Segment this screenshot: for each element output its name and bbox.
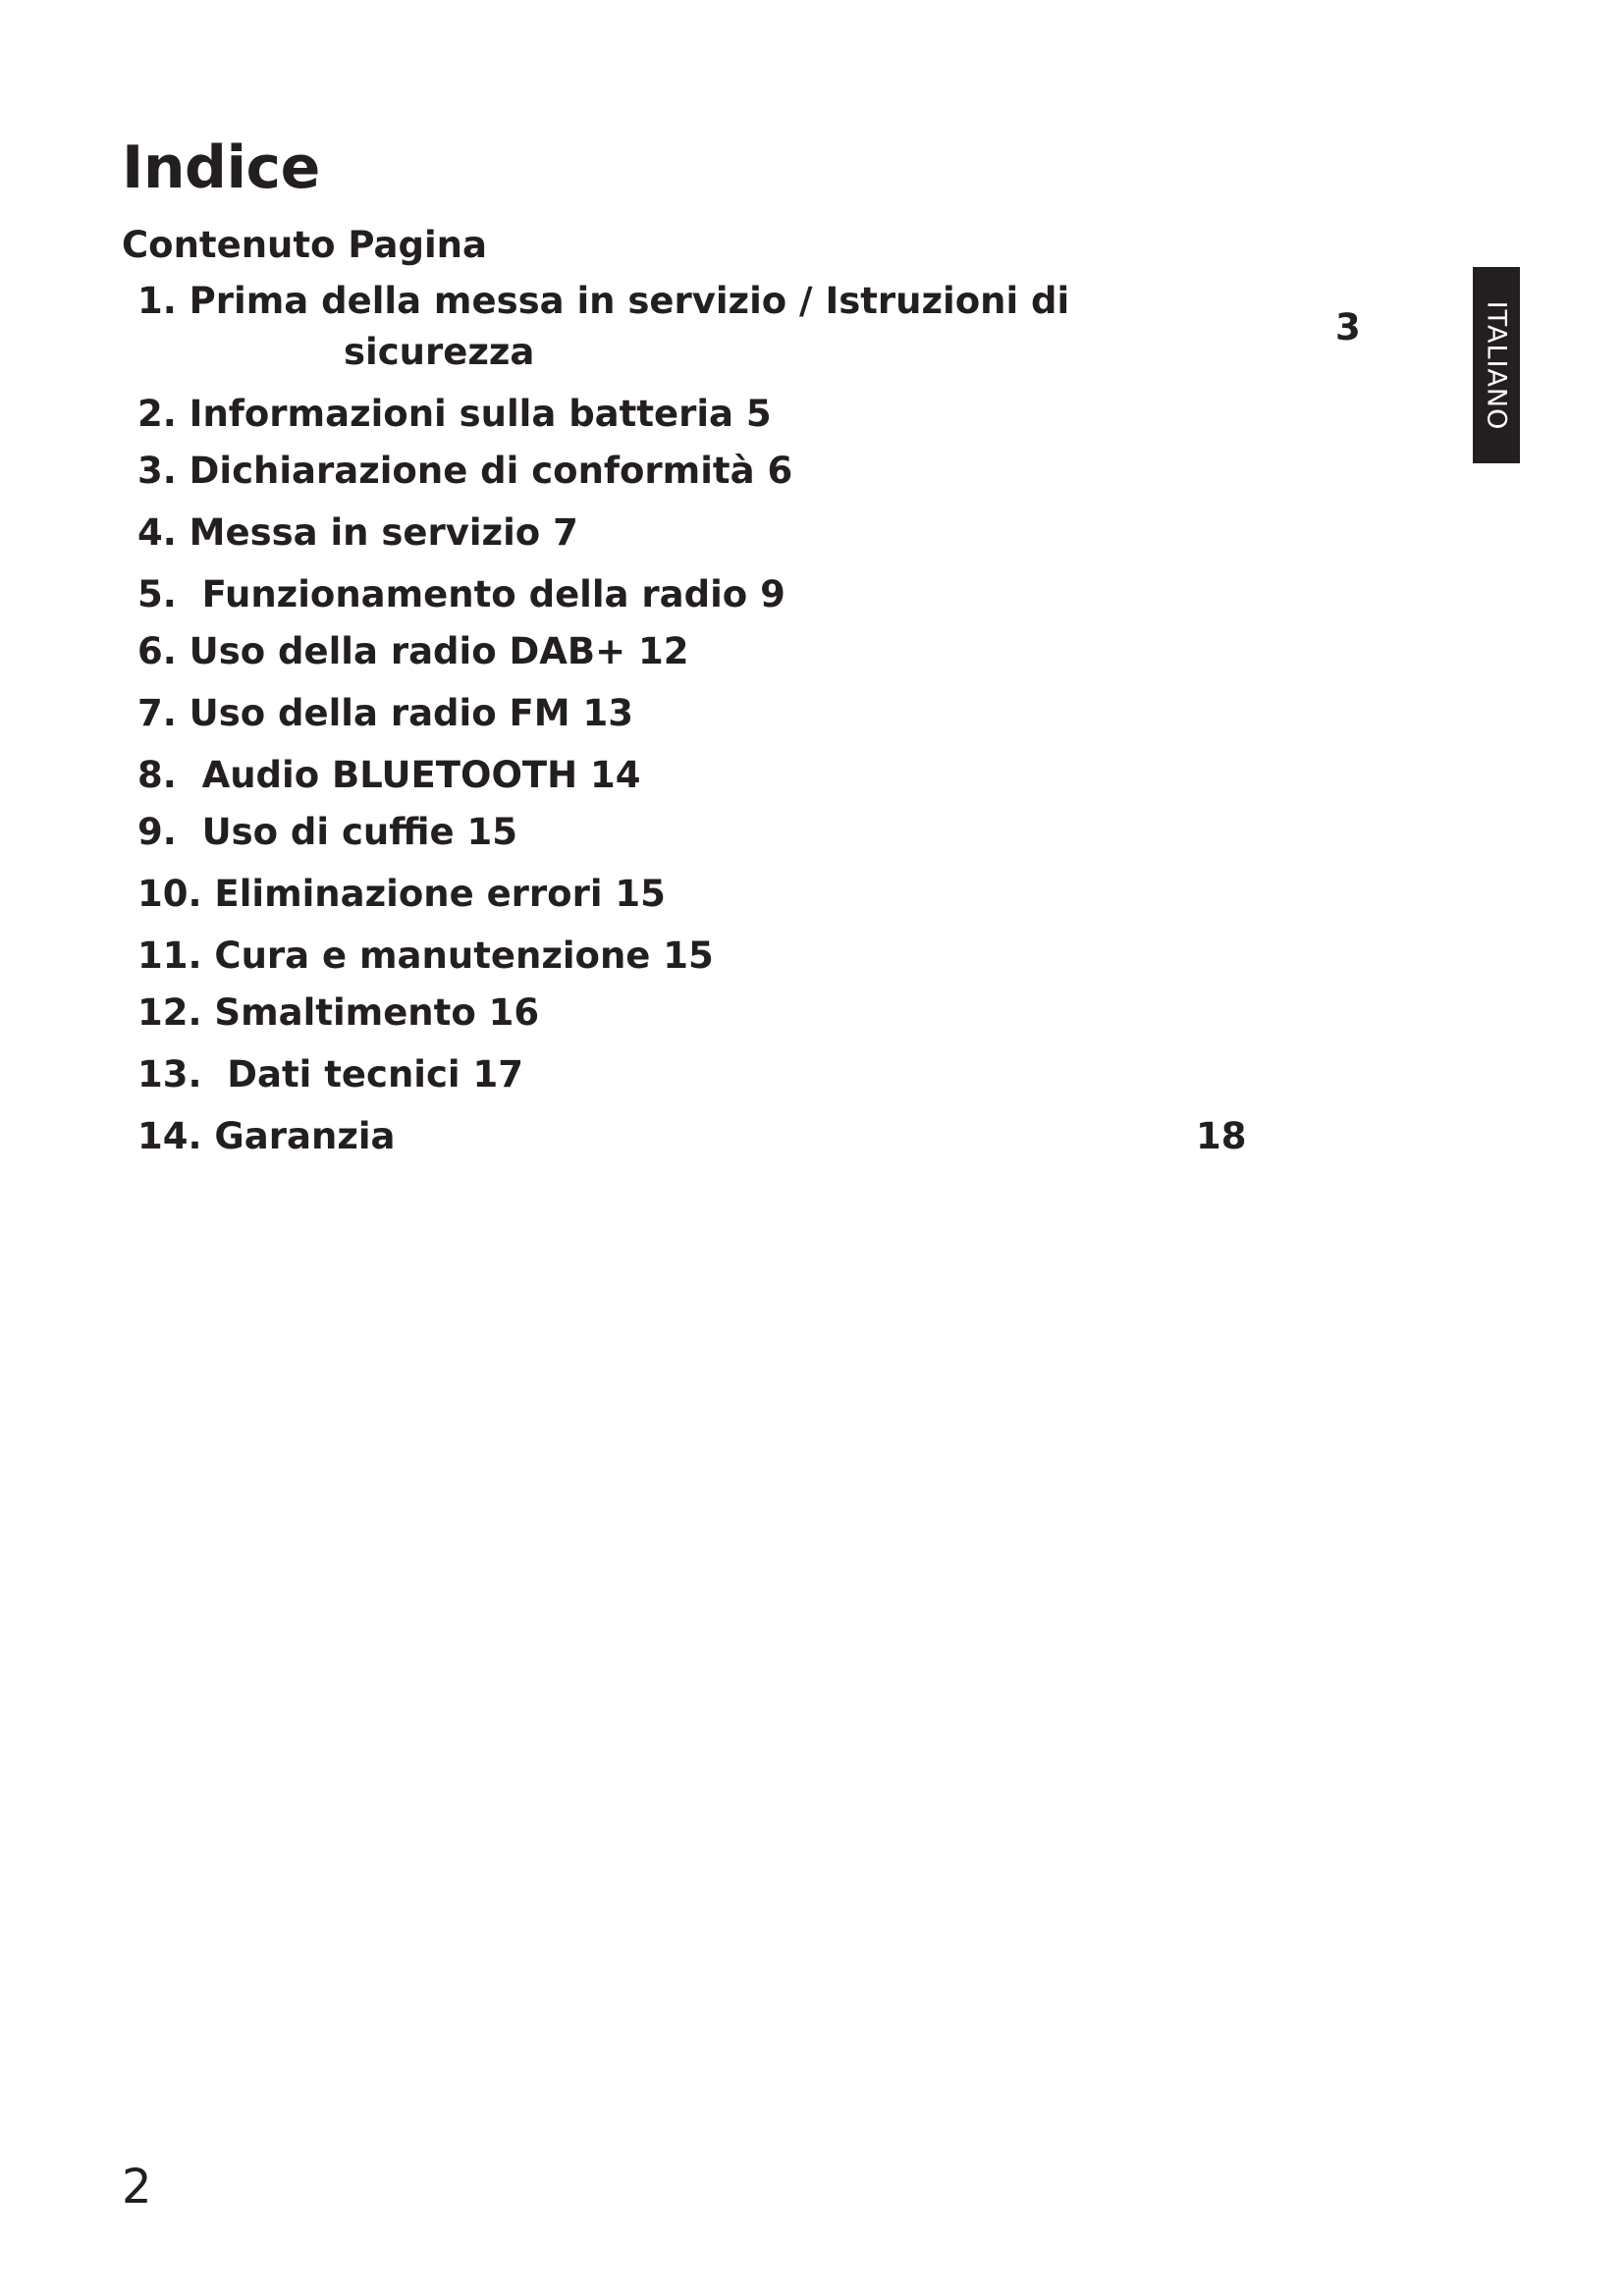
toc-entry-7: 7. Uso della radio FM 13: [137, 692, 633, 734]
language-side-tab: [1473, 267, 1520, 463]
toc-entry-1: 1. Prima della messa in servizio / Istruzioni di: [137, 280, 1070, 322]
toc-entry-10: 10. Eliminazione errori 15: [137, 873, 666, 915]
toc-entry-3: 3. Dichiarazione di conformità 6: [137, 450, 793, 492]
language-tab-label: ITALIANO: [1481, 300, 1512, 430]
page-title: Indice: [122, 133, 320, 202]
toc-entry-14-page: 18: [1196, 1115, 1247, 1157]
toc-entry-11: 11. Cura e manutenzione 15: [137, 934, 714, 977]
toc-entry-2: 2. Informazioni sulla batteria 5: [137, 393, 772, 435]
toc-entry-8: 8. Audio BLUETOOTH 14: [137, 754, 641, 796]
toc-entry-4: 4. Messa in servizio 7: [137, 511, 578, 554]
toc-entry-1-page: 3: [1335, 306, 1361, 348]
page-number: 2: [122, 2160, 152, 2215]
toc-entry-13: 13. Dati tecnici 17: [137, 1053, 523, 1095]
toc-header: Contenuto Pagina: [122, 224, 487, 266]
toc-entry-9: 9. Uso di cuffie 15: [137, 811, 517, 853]
toc-entry-14: 14. Garanzia: [137, 1115, 396, 1157]
toc-entry-1-continuation: sicurezza: [344, 331, 535, 373]
toc-entry-5: 5. Funzionamento della radio 9: [137, 573, 785, 615]
toc-entry-12: 12. Smaltimento 16: [137, 991, 540, 1034]
toc-entry-6: 6. Uso della radio DAB+ 12: [137, 630, 689, 672]
